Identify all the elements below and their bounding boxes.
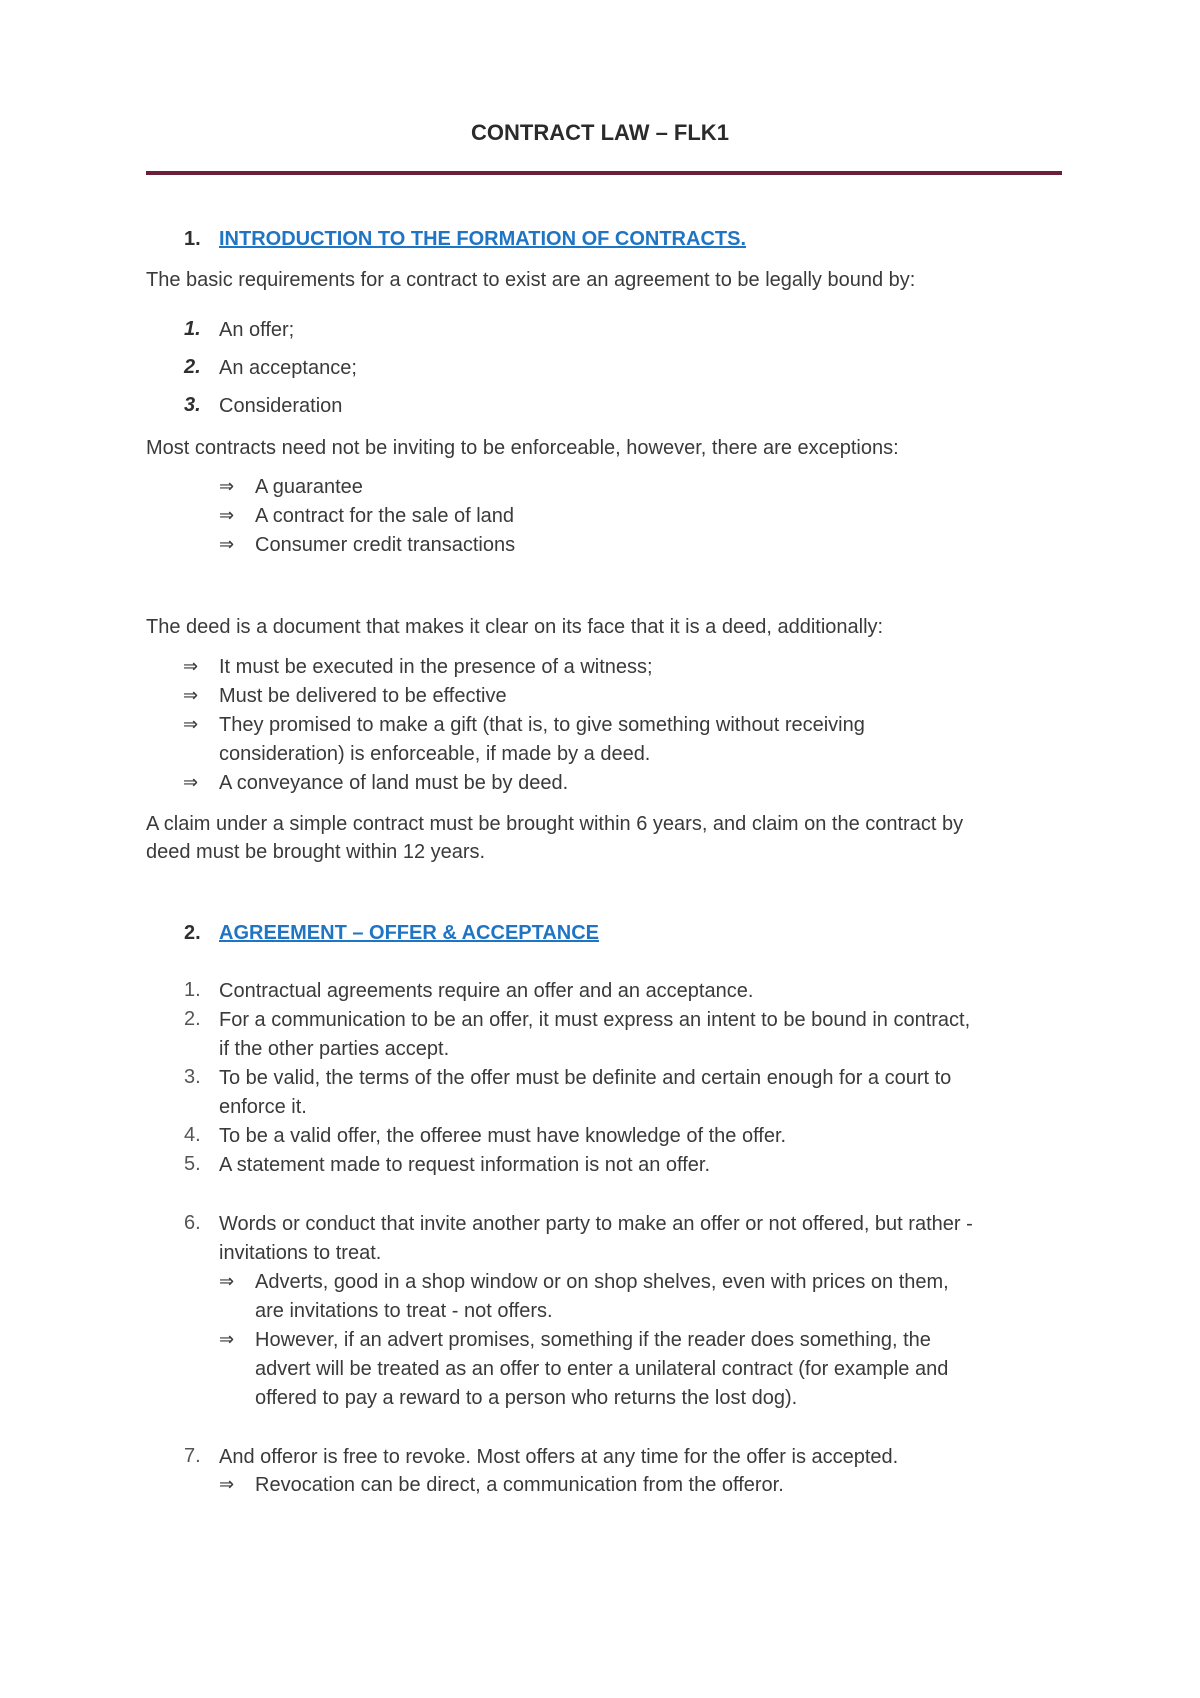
deed-item-3-line-1: They promised to make a gift (that is, to give something without receiving (219, 714, 865, 736)
item-7-number: 7. (184, 1445, 201, 1467)
item-6-sub-2-line-2: advert will be treated as an offer to enter a unilateral contract (for example and (255, 1358, 949, 1380)
item-6-sub-2-line-3: offered to pay a reward to a person who returns the lost dog). (255, 1387, 798, 1409)
item-4-line-1: To be a valid offer, the offeree must have knowledge of the offer. (219, 1125, 787, 1147)
item-6-sub-1-line-1: Adverts, good in a shop window or on shop shelves, even with prices on them, (255, 1271, 949, 1293)
double-arrow-bullet-icon: ⇒ (219, 1271, 235, 1291)
requirements-intro: The basic requirements for a contract to exist are an agreement to be legally bound by: (146, 269, 916, 291)
item-6-number: 6. (184, 1212, 201, 1234)
deed-item-4-text: A conveyance of land must be by deed. (219, 772, 569, 794)
double-arrow-bullet-icon: ⇒ (219, 534, 235, 554)
item-6-sub-1-line-2: are invitations to treat - not offers. (255, 1300, 553, 1322)
item-6-line-2: invitations to treat. (219, 1242, 382, 1264)
requirement-2-text: An acceptance; (219, 357, 357, 379)
item-3-line-2: enforce it. (219, 1096, 307, 1118)
item-2-line-2: if the other parties accept. (219, 1038, 450, 1060)
exception-2-text: A contract for the sale of land (255, 505, 515, 527)
requirement-2-number: 2. (184, 356, 201, 378)
item-2-line-1: For a communication to be an offer, it must express an intent to be bound in contract, (219, 1009, 971, 1031)
deed-item-2-text: Must be delivered to be effective (219, 685, 507, 707)
item-7-sub-1-line-1: Revocation can be direct, a communication from the offeror. (255, 1474, 784, 1496)
section-2-number: 2. (184, 922, 201, 944)
double-arrow-bullet-icon: ⇒ (183, 772, 199, 792)
section-1-heading-link[interactable]: INTRODUCTION TO THE FORMATION OF CONTRACTS. (219, 228, 747, 250)
deed-item-1-text: It must be executed in the presence of a witness; (219, 656, 653, 678)
double-arrow-bullet-icon: ⇒ (219, 476, 235, 496)
double-arrow-bullet-icon: ⇒ (219, 1474, 235, 1494)
document-title: CONTRACT LAW – FLK1 (471, 120, 729, 145)
item-2-number: 2. (184, 1008, 201, 1030)
item-6-sub-2-line-1: However, if an advert promises, something if the reader does something, the (255, 1329, 931, 1351)
section-2-heading-link[interactable]: AGREEMENT – OFFER & ACCEPTANCE (219, 922, 600, 944)
double-arrow-bullet-icon: ⇒ (219, 1329, 235, 1349)
double-arrow-bullet-icon: ⇒ (183, 714, 199, 734)
item-6-line-1: Words or conduct that invite another party to make an offer or not offered, but rather - (219, 1213, 973, 1235)
item-7-line-1: And offeror is free to revoke. Most offers at any time for the offer is accepted. (219, 1446, 899, 1468)
item-3-number: 3. (184, 1066, 201, 1088)
double-arrow-bullet-icon: ⇒ (183, 656, 199, 676)
requirement-3-number: 3. (184, 394, 201, 416)
claim-line-2: deed must be brought within 12 years. (146, 841, 486, 863)
double-arrow-bullet-icon: ⇒ (219, 505, 235, 525)
deed-intro: The deed is a document that makes it clear on its face that it is a deed, additionally: (146, 616, 884, 638)
exception-3-text: Consumer credit transactions (255, 534, 516, 556)
item-5-number: 5. (184, 1153, 201, 1175)
exceptions-intro: Most contracts need not be inviting to be enforceable, however, there are exceptions: (146, 437, 899, 459)
item-4-number: 4. (184, 1124, 201, 1146)
section-1-number: 1. (184, 228, 201, 250)
item-5-line-1: A statement made to request information is not an offer. (219, 1154, 711, 1176)
requirement-1-text: An offer; (219, 319, 295, 341)
requirement-1-number: 1. (184, 318, 201, 340)
double-arrow-bullet-icon: ⇒ (183, 685, 199, 705)
title-divider (146, 171, 1062, 175)
exception-1-text: A guarantee (255, 476, 363, 498)
item-1-line-1: Contractual agreements require an offer and an acceptance. (219, 980, 754, 1002)
deed-item-3-line-2: consideration) is enforceable, if made by a deed. (219, 743, 651, 765)
item-3-line-1: To be valid, the terms of the offer must be definite and certain enough for a court to (219, 1067, 952, 1089)
requirement-3-text: Consideration (219, 395, 343, 417)
claim-line-1: A claim under a simple contract must be brought within 6 years, and claim on the contract by (146, 813, 964, 835)
item-1-number: 1. (184, 979, 201, 1001)
